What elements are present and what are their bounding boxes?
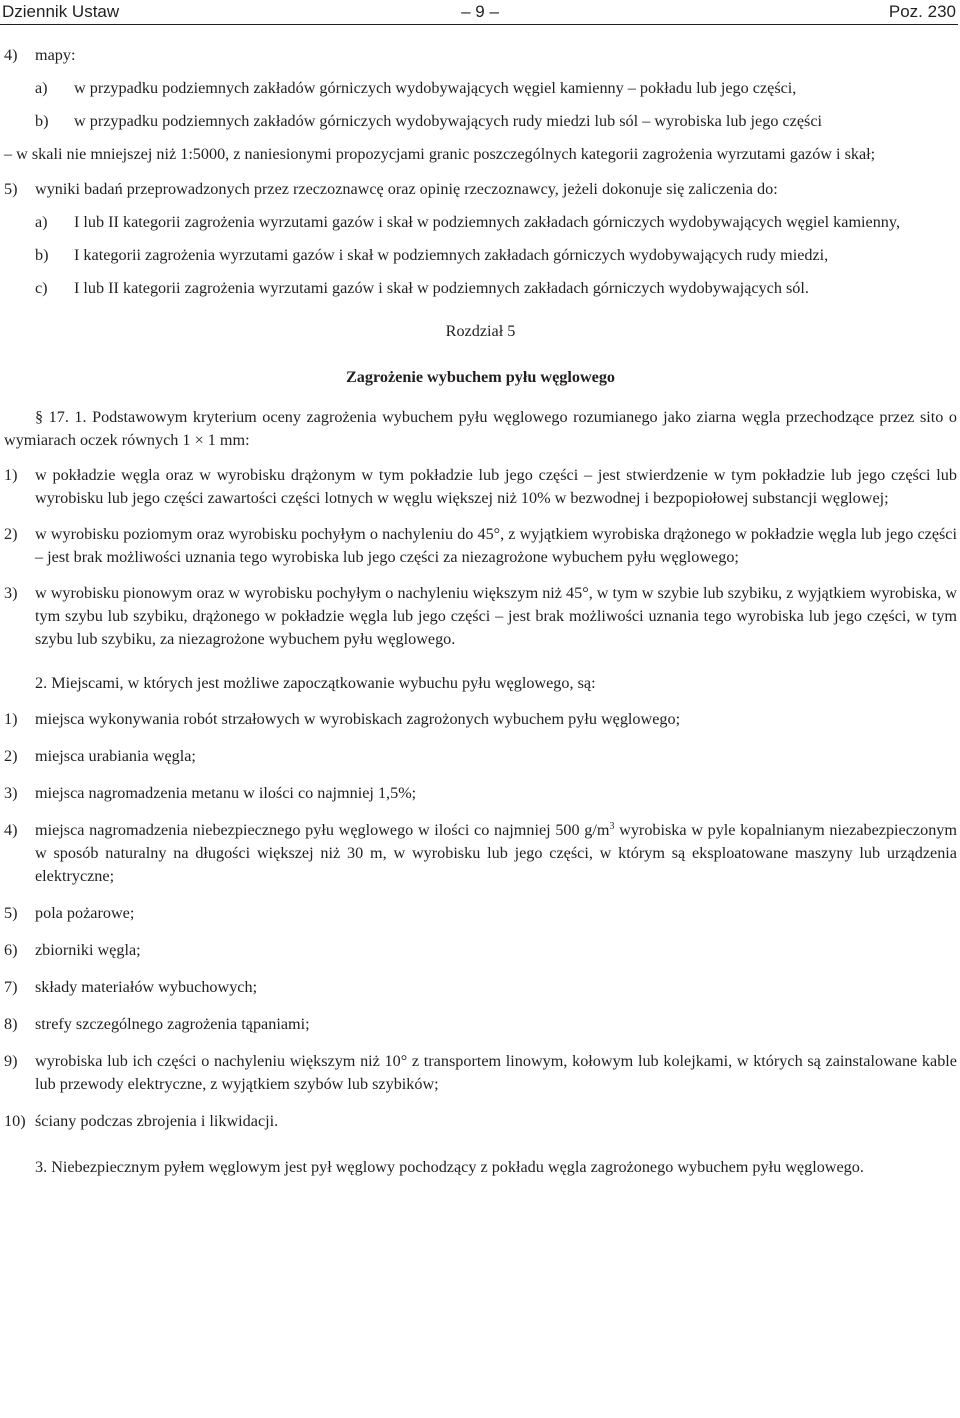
item-text: w przypadku podziemnych zakładów górniczych wydobywających rudy miedzi lub sól – wyrobiska lub jego części (74, 112, 822, 130)
item-text: I kategorii zagrożenia wyrzutami gazów i skał w podziemnych zakładach górniczych wydobywających rudy miedzi, (74, 246, 829, 264)
item-5a (4, 211, 957, 234)
item-text-after: wyrobiska w pyle kopalnianym niezabezpieczonym w sposób naturalny na długości większej niż 30 m, w wyrobisku lub jego części, w którym są eksploatowane maszyny lub urządzenia elektryczne; (35, 821, 957, 885)
item-5b (4, 244, 957, 267)
journal-title: Dziennik Ustaw (2, 2, 120, 21)
item-letter: c) (35, 279, 48, 297)
item-5c (4, 277, 957, 300)
item-number: 10) (4, 1112, 26, 1130)
item-number: 4) (4, 46, 18, 64)
item-number: 5) (4, 180, 18, 198)
item-5 (4, 178, 957, 201)
paragraph-17-intro: § 17. 1. Podstawowym kryterium oceny zagrożenia wybuchem pyłu węglowego rozumianego jako ziarna węgla przechodzące przez sito o wymiarach oczek równych 1 × 1 mm: (4, 408, 957, 449)
item-text: w wyrobisku poziomym oraz wyrobisku pochyłym o nachyleniu do 45°, z wyjątkiem wyrobiska drążonego w pokładzie węgla lub jego części – jest brak możliwości uznania tego wyrobiska lub jego części za niezagrożone wybuchem pyłu węglowego; (35, 525, 957, 566)
item-number: 8) (4, 1015, 18, 1033)
item-text: ściany podczas zbrojenia i likwidacji. (35, 1112, 279, 1130)
item-text: w wyrobisku pionowym oraz w wyrobisku pochyłym o nachyleniu większym niż 45°, w tym w szybie lub szybiku, z wyjątkiem wyrobiska, w tym szybu lub szybiku, drążonego w pokładzie węgla lub jego części – jest brak możliwości uznania tego wyrobiska lub jego części, w tym szybu lub szybiku, za niezagrożone wybuchem pyłu węglowego. (35, 584, 957, 648)
item-number: 6) (4, 941, 18, 959)
place-item (4, 1110, 957, 1133)
item-4-dash (4, 143, 957, 166)
item-number: 3) (4, 584, 18, 602)
item-text: miejsca nagromadzenia metanu w ilości co najmniej 1,5%; (35, 784, 417, 802)
item-letter: b) (35, 112, 49, 130)
paragraph-17-point-1 (4, 464, 957, 510)
item-text: wyrobiska lub ich części o nachyleniu większym niż 10° z transportem linowym, kołowym lub kolejkami, w których są zainstalowane kable lub przewody elektryczne, z wyjątkiem szybów lub szybików; (35, 1052, 957, 1093)
item-text: miejsca wykonywania robót strzałowych w wyrobiskach zagrożonych wybuchem pyłu węglowego; (35, 710, 681, 728)
paragraph-17-ust-3: 3. Niebezpiecznym pyłem węglowym jest pył węglowy pochodzący z pokładu węgla zagrożonego wybuchem pyłu węglowego. (35, 1158, 864, 1176)
item-text: wyniki badań przeprowadzonych przez rzeczoznawcę oraz opinię rzeczoznawcy, jeżeli dokonuje się zaliczenia do: (35, 180, 778, 198)
place-item (4, 1013, 957, 1036)
header-rule (0, 24, 958, 25)
place-item (4, 708, 957, 731)
document-body (4, 44, 957, 1179)
item-text: w przypadku podziemnych zakładów górniczych wydobywających węgiel kamienny – pokładu lub jego części, (74, 79, 797, 97)
item-text: I lub II kategorii zagrożenia wyrzutami gazów i skał w podziemnych zakładach górniczych wydobywających sól. (74, 279, 809, 297)
item-text: miejsca urabiania węgla; (35, 747, 196, 765)
item-letter: b) (35, 246, 49, 264)
paragraph-17-ust-2: 2. Miejscami, w których jest możliwe zapoczątkowanie wybuchu pyłu węglowego, są: (35, 674, 596, 692)
item-4 (4, 44, 957, 67)
page-number: – 9 – (461, 2, 499, 21)
place-item (4, 1050, 957, 1096)
page-header (0, 0, 960, 24)
item-text: składy materiałów wybuchowych; (35, 978, 258, 996)
item-text: w pokładzie węgla oraz w wyrobisku drążonym w tym pokładzie lub jego części – jest stwierdzenie w tym pokładzie lub jego części lub wyrobisku lub jego części zawartości części lotnych w węglu większej niż 10% w bezwodnej i bezpopiołowej substancji węglowej; (35, 466, 957, 507)
item-4b (4, 110, 957, 133)
item-text: strefy szczególnego zagrożenia tąpaniami; (35, 1015, 310, 1033)
position-number: Poz. 230 (888, 2, 956, 21)
place-item (4, 782, 957, 805)
paragraph-17-point-3 (4, 582, 957, 651)
place-item (4, 819, 957, 888)
item-text: zbiorniki węgla; (35, 941, 141, 959)
place-item (4, 976, 957, 999)
item-number: 1) (4, 710, 18, 728)
item-number: 7) (4, 978, 18, 996)
place-item (4, 745, 957, 768)
item-number: 3) (4, 784, 18, 802)
item-text-before: miejsca nagromadzenia niebezpiecznego pyłu węglowego w ilości co najmniej 500 g/m (35, 821, 610, 839)
chapter-title: Zagrożenie wybuchem pyłu węglowego (345, 368, 616, 386)
paragraph-17-point-2 (4, 523, 957, 569)
item-text: – w skali nie mniejszej niż 1:5000, z naniesionymi propozycjami granic poszczególnych kategorii zagrożenia wyrzutami gazów i skał; (4, 145, 876, 163)
place-item (4, 939, 957, 962)
item-letter: a) (35, 79, 48, 97)
item-number: 1) (4, 466, 18, 484)
item-text: I lub II kategorii zagrożenia wyrzutami gazów i skał w podziemnych zakładach górniczych wydobywających węgiel kamienny, (74, 213, 900, 231)
item-number: 5) (4, 904, 18, 922)
item-letter: a) (35, 213, 48, 231)
place-item (4, 902, 957, 925)
chapter-label: Rozdział 5 (445, 322, 516, 340)
item-number: 2) (4, 525, 18, 543)
item-text: mapy: (35, 46, 76, 64)
item-number: 4) (4, 821, 18, 839)
item-number: 2) (4, 747, 18, 765)
item-number: 9) (4, 1052, 18, 1070)
superscript: 3 (609, 821, 615, 832)
item-4a (4, 77, 957, 100)
item-text: pola pożarowe; (35, 904, 135, 922)
